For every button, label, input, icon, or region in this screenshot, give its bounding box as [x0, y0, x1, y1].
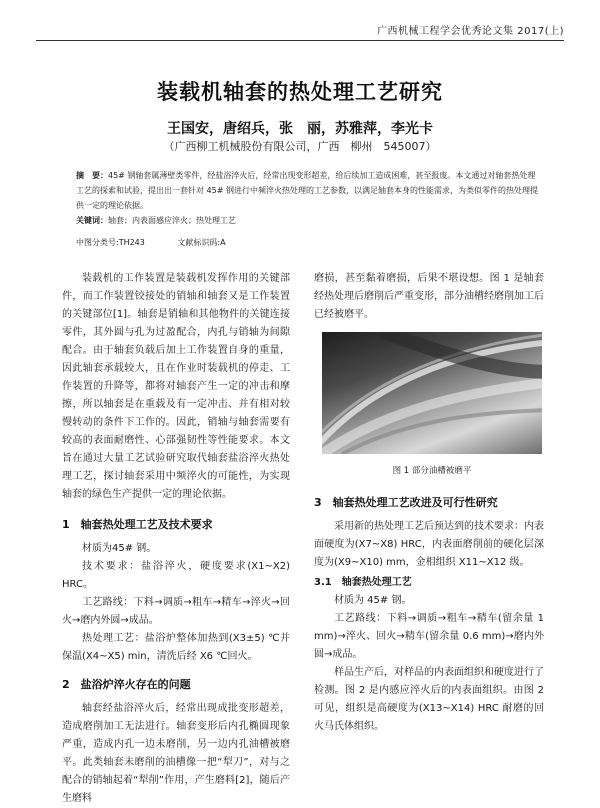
classification: [76, 237, 256, 248]
journal-header: 广西机械工程学会优秀论文集 2017(上): [377, 26, 564, 37]
abstract-label: 摘 要：: [76, 171, 108, 180]
clc-number: 中图分类号:TH243: [76, 238, 145, 247]
keywords-text: 轴套；内表面感应淬火；热处理工艺: [108, 216, 236, 225]
right-column-bottom: [314, 494, 544, 736]
right-column-top: [314, 270, 544, 324]
section-2-title: 2 盐浴炉淬火存在的问题: [62, 678, 191, 691]
figure-1-caption: 图 1 部分油槽被磨平: [392, 466, 472, 476]
paper-title: 装载机轴套的热处理工艺研究: [157, 80, 443, 104]
header-rule: [36, 40, 564, 41]
sec2-paragraph: 轴套经盐浴淬火后，经常出现成批变形超差，造成磨削加工无法进行。轴套变形后内孔椭圆现象严重，造成内孔一边未磨削，另一边内孔油槽被磨平。此类轴套未磨削的油槽像一把“犁刀”，对与之配合的销轴起着“犁削”作用，产生磨料[2]，随后产生磨料: [62, 703, 290, 804]
keywords-label: 关键词：: [76, 216, 108, 225]
sec1-route: 工艺路线：下料→调质→粗车→精车→淬火→回火→磨内外圆→成品。: [62, 597, 290, 626]
author-list: 王国安，唐绍兵，张 丽，苏雅萍，李光卡: [167, 121, 433, 137]
document-code: 文献标识码:A: [177, 238, 226, 247]
sec1-requirement: 技术要求：盐浴淬火，硬度要求(X1~X2) HRC。: [62, 561, 290, 590]
sec3-paragraph: 采用新的热处理工艺后预达到的技术要求：内表面硬度为(X7~X8) HRC，内表面磨削前的硬化层深度为(X9~X10) mm，金相组织 X11~X12 级。: [314, 521, 544, 568]
affiliation: （广西柳工机械股份有限公司，广西 柳州 545007）: [163, 140, 437, 153]
sec31-inspection: 样品生产后，对样品的内表面组织和硬度进行了检测。图 2 是内感应淬火后的内表面组织。由图 2 可见，组织是高硬度为(X13~X14) HRC 耐磨的回火马氏体组织。: [314, 667, 544, 732]
figure-1-photo: [322, 332, 542, 454]
sec1-process: 热处理工艺：盐浴炉整体加热到(X3±5) ℃并保温(X4~X5) min，清洗后经 X6 ℃回火。: [62, 633, 290, 662]
abstract-text: 45# 钢轴套属薄壁类零件，经盐浴淬火后，经常出现变形超差，给后续加工造成困难，甚至报废。本文通过对轴套热处理工艺的探索和试验，提出出一套针对 45# 钢进行中频淬火热处理的工艺参数，以满足轴套本身的性能需求，为类似零件的热处理提供一定的理论依据。: [76, 171, 538, 210]
sec31-route: 工艺路线：下料→调质→粗车→精车(留余量 1 mm)→淬火、回火→精车(留余量 0.6 mm)→磨内外圆→成品。: [314, 613, 544, 660]
section-3-title: 3 轴套热处理工艺改进及可行性研究: [314, 496, 498, 509]
continued-paragraph: 磨损，甚至黏着磨损，后果不堪设想。图 1 是轴套经热处理后磨削后严重变形，部分油槽经磨削加工后已经被磨平。: [314, 273, 544, 320]
section-1-title: 1 轴套热处理工艺及技术要求: [62, 518, 213, 531]
sec1-material: 材质为45# 钢。: [82, 543, 157, 554]
left-column: [62, 270, 290, 808]
bushing-bore-image: [322, 332, 542, 454]
intro-paragraph: 装载机的工作装置是装载机发挥作用的关键部件，而工作装置铰接处的销轴和轴套又是工作装置的关键部位[1]。轴套是销轴和其他物件的关键连接零件，其外圆与孔为过盈配合，内孔与销轴为间隙配合。由于轴套负载后加上工作装置自身的重量，因此轴套承载较大，且在作业时装载机的停走、工作装置的升降等，都将对轴套产生一定的冲击和摩擦，所以轴套是在重载及有一定冲击、并有相对较慢转动的条件下工作的。因此，销轴与轴套需要有较高的表面耐磨性、心部强韧性等性能要求。本文旨在通过大量工艺试验研究取代轴套盐浴淬火热处理工艺，探讨轴套采用中频淬火的可能性，为实现轴套的绿色生产提供一定的理论依据。: [62, 273, 290, 500]
keywords: [76, 215, 236, 226]
abstract: [76, 168, 538, 213]
section-3-1-title: 3.1 轴套热处理工艺: [314, 577, 412, 588]
sec31-material: 材质为 45# 钢。: [334, 595, 412, 606]
